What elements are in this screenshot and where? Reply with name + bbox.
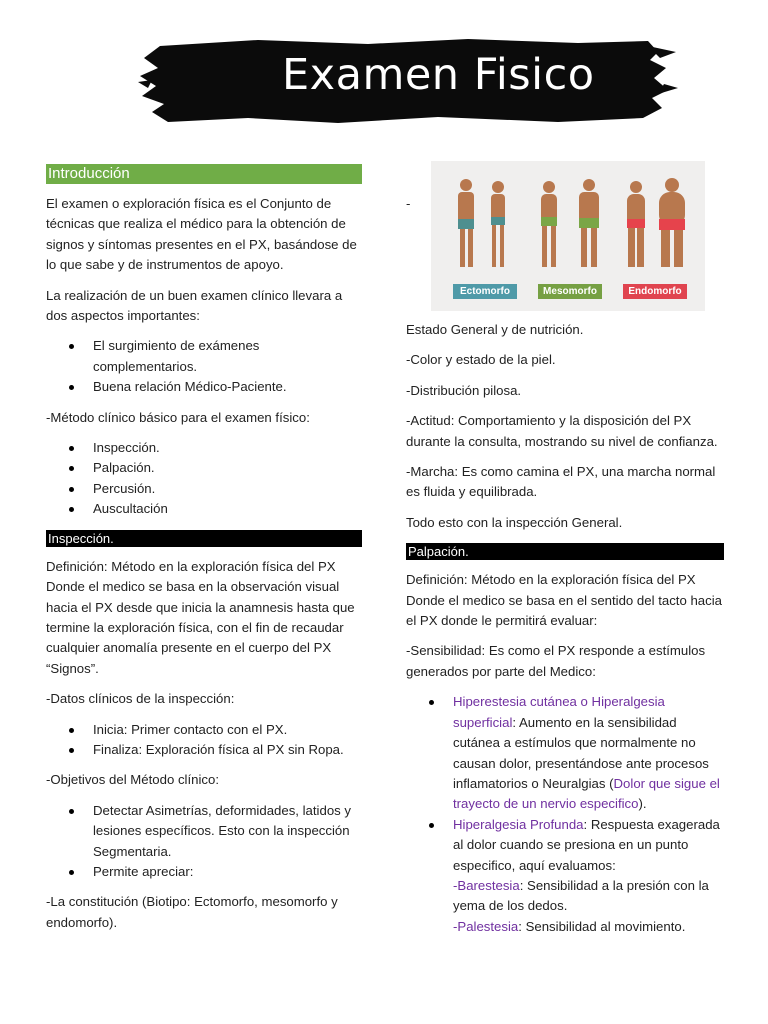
list-item: El surgimiento de exámenes complementarios.: [93, 336, 362, 377]
dash-marker: -: [406, 196, 411, 211]
list-item: Inspección.: [93, 438, 362, 458]
general-item: Todo esto con la inspección General.: [406, 514, 623, 530]
label-mesomorfo: Mesomorfo: [538, 284, 602, 299]
inspection-data-intro: -Datos clínicos de la inspección:: [46, 691, 235, 707]
list-item: Percusión.: [93, 479, 362, 499]
list-item: Auscultación: [93, 499, 362, 519]
inspection-data-list: [46, 720, 362, 761]
body-type-figure: [406, 164, 724, 320]
label-endomorfo: Endomorfo: [623, 284, 687, 299]
term-note: Dolor que sigue el trayecto de un nervio especifico: [453, 775, 720, 812]
term-end: ).: [638, 796, 647, 812]
term-barestesia: -Barestesia: [453, 877, 520, 893]
list-item: Inicia: Primer contacto con el PX.: [93, 720, 362, 740]
term-hiperestesia: Hiperestesia cutánea o Hiperalgesia superficial: [453, 694, 665, 730]
intro-paragraph: El examen o exploración física es el Conjunto de técnicas que realiza el médico para la obtención de signos y síntomas presentes en el PX, basándose de lo que sabe y de instrumentos de apoyo.: [46, 196, 357, 273]
term-description: : Sensibilidad al movimiento.: [518, 918, 686, 934]
aspects-list: [46, 336, 362, 397]
body-types-image: [431, 161, 705, 311]
intro-paragraph-2: La realización de un buen examen clínico llevara a dos aspectos importantes:: [46, 287, 343, 324]
general-item: -Marcha: Es como camina el PX, una marcha normal es fluida y equilibrada.: [406, 464, 716, 500]
list-item: [453, 815, 724, 937]
method-intro: -Método clínico básico para el examen físico:: [46, 409, 310, 425]
list-item: Detectar Asimetrías, deformidades, latidos y lesiones específicos. Esto con la inspección Segmentaria.: [93, 801, 362, 862]
term-hiperalgesia-profunda: Hiperalgesia Profunda: [453, 816, 584, 832]
palpation-heading: Palpación.: [406, 543, 724, 560]
objectives-list: [46, 801, 362, 883]
inspection-heading: Inspección.: [46, 530, 362, 547]
sensibility-text: -Sensibilidad: Es como el PX responde a estímulos generados por parte del Medico:: [406, 643, 706, 679]
term-palestesia: -Palestesia: [453, 918, 519, 934]
list-item: [453, 692, 724, 814]
general-item: -Color y estado de la piel.: [406, 352, 556, 368]
general-item: -Actitud: Comportamiento y la disposición del PX durante la consulta, mostrando su nivel de confianza.: [406, 413, 718, 449]
list-item: Buena relación Médico-Paciente.: [93, 377, 362, 397]
term-description: : Aumento en la sensibilidad cutánea a estímulos que normalmente no causan dolor, presentándose ante procesos inflamatorios o Neuralgias (: [453, 714, 709, 791]
inspection-definition: Definición: Método en la exploración física del PX Donde el medico se basa en la observación visual hacia el PX desde que inicia la anamnesis hasta que termine la exploración física, con el fin de recaudar cualquier anomalía presente en el cuerpo del PX “Signos”.: [46, 558, 355, 676]
label-ectomorfo: Ectomorfo: [453, 284, 517, 299]
list-item: Finaliza: Exploración física al PX sin Ropa.: [93, 740, 362, 760]
list-item: Palpación.: [93, 458, 362, 478]
constitution-text: -La constitución (Biotipo: Ectomorfo, mesomorfo y endomorfo).: [46, 894, 338, 930]
sensibility-list: [406, 692, 724, 937]
page-title: Examen Fisico: [282, 50, 595, 100]
term-description: : Sensibilidad a la presión con la yema de los dedos.: [453, 877, 709, 914]
right-column: [406, 164, 724, 947]
palpation-definition: Definición: Método en la exploración física del PX Donde el medico se basa en el sentido del tacto hacia el PX donde le permitirá evaluar:: [406, 572, 722, 629]
objectives-intro: -Objetivos del Método clínico:: [46, 772, 219, 788]
general-item: -Distribución pilosa.: [406, 382, 522, 398]
term-description: : Respuesta exagerada al dolor cuando se presiona en un punto especifico, aquí evaluamos:: [453, 816, 720, 873]
intro-heading: Introducción: [46, 164, 362, 184]
general-item: Estado General y de nutrición.: [406, 322, 584, 337]
list-item: Permite apreciar:: [93, 862, 362, 882]
methods-list: [46, 438, 362, 520]
left-column: [46, 164, 362, 943]
